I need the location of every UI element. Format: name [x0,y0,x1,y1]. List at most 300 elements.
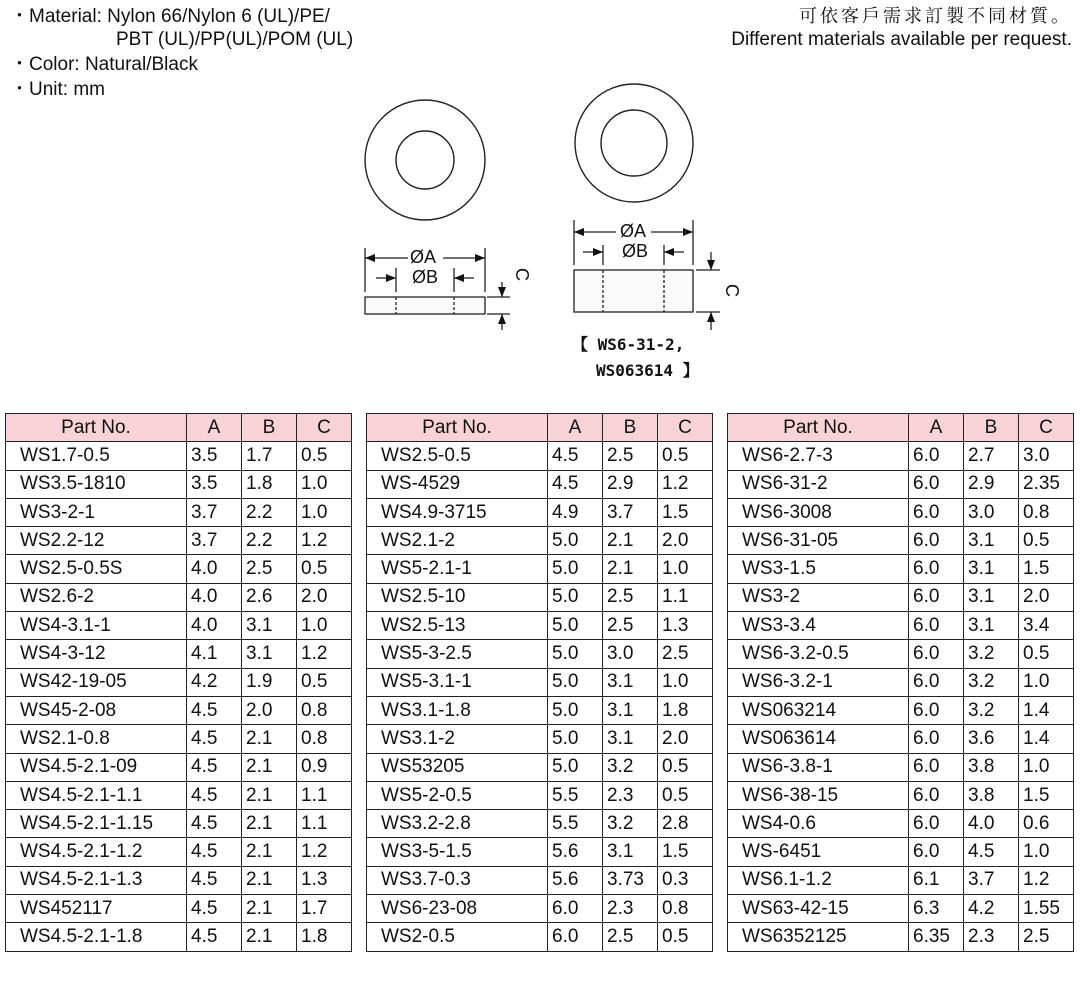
cell-dim-b: 2.3 [964,923,1019,951]
cell-dim-a: 6.0 [548,895,603,923]
cell-dim-c: 3.4 [1019,612,1074,640]
cell-dim-c: 1.0 [1019,753,1074,781]
cell-dim-a: 4.5 [548,442,603,470]
table-row [367,640,713,668]
cell-dim-b: 3.0 [603,640,658,668]
washer-top-view-large [575,84,693,202]
cell-dim-a: 3.5 [187,470,242,498]
cell-part-no: WS4.5-2.1-1.3 [6,866,187,894]
cell-dim-a: 5.0 [548,640,603,668]
table-row [367,895,713,923]
cell-part-no: WS42-19-05 [6,668,187,696]
label-c-large: C [722,284,742,297]
cell-part-no: WS6-3.8-1 [728,753,909,781]
cell-dim-b: 3.1 [603,838,658,866]
cell-dim-b: 3.1 [603,725,658,753]
table-row [728,838,1074,866]
cell-dim-c: 1.2 [297,527,352,555]
cell-dim-a: 6.0 [909,442,964,470]
table-row [367,696,713,724]
label-dia-b-small: ØB [412,267,439,287]
cell-dim-a: 6.0 [909,810,964,838]
cell-dim-b: 3.7 [964,866,1019,894]
cell-dim-b: 3.1 [964,555,1019,583]
washer-drawing [0,0,1080,400]
cell-dim-a: 4.0 [187,555,242,583]
cell-dim-a: 6.0 [909,612,964,640]
cell-part-no: WS5-3.1-1 [367,668,548,696]
cell-part-no: WS3-5-1.5 [367,838,548,866]
cell-dim-a: 4.1 [187,640,242,668]
table-row [728,810,1074,838]
cell-part-no: WS5-2-0.5 [367,781,548,809]
table-row [6,895,352,923]
cell-dim-c: 0.3 [658,866,713,894]
cell-dim-b: 4.2 [964,895,1019,923]
cell-part-no: WS2.1-0.8 [6,725,187,753]
cell-dim-b: 3.2 [603,810,658,838]
cell-dim-b: 3.1 [964,527,1019,555]
cell-dim-c: 2.5 [658,640,713,668]
table-row [367,668,713,696]
cell-dim-b: 2.1 [242,725,297,753]
cell-dim-c: 0.6 [1019,810,1074,838]
cell-part-no: WS6-3.2-0.5 [728,640,909,668]
cell-dim-c: 1.5 [658,838,713,866]
cell-dim-b: 2.2 [242,527,297,555]
cell-part-no: WS2-0.5 [367,923,548,951]
cell-dim-b: 4.5 [964,838,1019,866]
cell-dim-c: 1.5 [658,498,713,526]
label-dia-a-small: ØA [410,247,437,267]
cell-part-no: WS3.1-2 [367,725,548,753]
cell-dim-a: 4.5 [187,866,242,894]
cell-dim-c: 2.35 [1019,470,1074,498]
table-row [6,725,352,753]
table-row [367,923,713,951]
table-row [728,725,1074,753]
cell-dim-a: 4.5 [187,725,242,753]
cell-dim-a: 5.0 [548,583,603,611]
cell-dim-b: 3.73 [603,866,658,894]
cell-dim-a: 5.0 [548,555,603,583]
spec-color: ・Color: Natural/Black [10,54,198,75]
cell-dim-c: 1.2 [297,838,352,866]
cell-dim-c: 0.8 [658,895,713,923]
cell-dim-c: 1.5 [1019,781,1074,809]
header-dim-c: C [1019,414,1074,442]
cell-part-no: WS2.1-2 [367,527,548,555]
cell-dim-c: 0.9 [297,753,352,781]
cell-dim-a: 6.0 [909,640,964,668]
cell-part-no: WS3.2-2.8 [367,810,548,838]
table-row [6,498,352,526]
cell-dim-b: 3.1 [242,640,297,668]
cell-part-no: WS4.5-2.1-1.1 [6,781,187,809]
cell-part-no: WS6-3.2-1 [728,668,909,696]
cell-dim-a: 5.0 [548,527,603,555]
cell-dim-c: 1.7 [297,895,352,923]
cell-dim-a: 6.1 [909,866,964,894]
cell-part-no: WS4.5-2.1-1.8 [6,923,187,951]
cell-part-no: WS4.5-2.1-1.2 [6,838,187,866]
cell-part-no: WS2.5-0.5 [367,442,548,470]
cell-dim-b: 3.8 [964,781,1019,809]
header-part-no: Part No. [6,414,187,442]
cell-part-no: WS63-42-15 [728,895,909,923]
cell-part-no: WS4-0.6 [728,810,909,838]
cell-dim-a: 5.6 [548,838,603,866]
table-row [6,470,352,498]
cell-dim-b: 3.2 [964,668,1019,696]
table-row [6,527,352,555]
cell-dim-c: 2.0 [658,725,713,753]
cell-dim-c: 1.3 [297,866,352,894]
note-chinese: 可依客戶需求訂製不同材質。 [799,6,1072,27]
cell-dim-a: 4.2 [187,668,242,696]
header-dim-c: C [297,414,352,442]
cell-dim-b: 2.1 [242,923,297,951]
table-row [367,866,713,894]
table-row [6,866,352,894]
cell-dim-a: 6.0 [909,725,964,753]
washer-top-view-small [365,100,485,220]
cell-dim-b: 1.9 [242,668,297,696]
cell-dim-a: 5.0 [548,725,603,753]
table-header-row [367,414,713,442]
cell-dim-b: 3.2 [964,696,1019,724]
cell-dim-a: 6.0 [909,781,964,809]
cell-dim-a: 5.0 [548,753,603,781]
label-c-small: C [512,268,532,281]
cell-part-no: WS6352125 [728,923,909,951]
cell-dim-b: 3.1 [603,696,658,724]
table-row [6,838,352,866]
cell-dim-c: 0.8 [1019,498,1074,526]
cell-dim-c: 1.0 [658,668,713,696]
cell-dim-b: 2.6 [242,583,297,611]
table-row [728,442,1074,470]
cell-dim-a: 6.3 [909,895,964,923]
table-row [6,753,352,781]
header-part-no: Part No. [728,414,909,442]
cell-dim-a: 4.5 [548,470,603,498]
cell-part-no: WS2.5-10 [367,583,548,611]
cell-dim-c: 1.8 [297,923,352,951]
cell-dim-c: 1.3 [658,612,713,640]
cell-dim-b: 3.1 [242,612,297,640]
table-row [728,527,1074,555]
cell-dim-a: 4.0 [187,612,242,640]
cell-dim-a: 5.5 [548,781,603,809]
cell-dim-c: 2.5 [1019,923,1074,951]
cell-dim-a: 3.7 [187,498,242,526]
cell-dim-b: 2.1 [242,810,297,838]
table-row [728,923,1074,951]
cell-part-no: WS063214 [728,696,909,724]
table-row [728,583,1074,611]
cell-dim-c: 1.0 [297,470,352,498]
cell-dim-a: 5.5 [548,810,603,838]
cell-dim-b: 3.1 [964,612,1019,640]
table-row [6,612,352,640]
cell-dim-c: 1.0 [297,498,352,526]
cell-part-no: WS6-2.7-3 [728,442,909,470]
cell-dim-b: 2.3 [603,895,658,923]
cell-dim-a: 4.0 [187,583,242,611]
cell-dim-a: 4.9 [548,498,603,526]
cell-part-no: WS2.5-0.5S [6,555,187,583]
cell-dim-c: 1.8 [658,696,713,724]
cell-part-no: WS5-2.1-1 [367,555,548,583]
cell-part-no: WS3-1.5 [728,555,909,583]
cell-dim-a: 6.0 [909,838,964,866]
cell-dim-c: 0.5 [658,753,713,781]
washer-side-view-small [365,248,510,330]
cell-dim-b: 2.5 [242,555,297,583]
table-row [6,668,352,696]
cell-dim-c: 1.0 [297,612,352,640]
cell-dim-b: 3.0 [964,498,1019,526]
cell-part-no: WS-6451 [728,838,909,866]
drawing-caption-line2: WS063614 】 [596,361,699,380]
table-row [367,612,713,640]
cell-dim-c: 0.8 [297,696,352,724]
cell-part-no: WS4-3.1-1 [6,612,187,640]
cell-dim-c: 2.0 [297,583,352,611]
table-row [6,583,352,611]
cell-dim-a: 6.0 [909,470,964,498]
cell-dim-b: 2.5 [603,923,658,951]
table-row [367,470,713,498]
cell-part-no: WS2.5-13 [367,612,548,640]
table-row [728,470,1074,498]
cell-dim-b: 3.1 [964,583,1019,611]
table-row [6,781,352,809]
spec-material-line2: PBT (UL)/PP(UL)/POM (UL) [116,29,354,50]
header-part-no: Part No. [367,414,548,442]
table-row [728,753,1074,781]
cell-dim-b: 2.5 [603,442,658,470]
cell-part-no: WS4.9-3715 [367,498,548,526]
cell-dim-c: 1.0 [1019,838,1074,866]
cell-dim-b: 2.5 [603,583,658,611]
cell-dim-b: 4.0 [964,810,1019,838]
header-dim-a: A [187,414,242,442]
cell-dim-c: 2.8 [658,810,713,838]
cell-dim-c: 1.0 [1019,668,1074,696]
table-row [728,498,1074,526]
table-row [367,583,713,611]
cell-dim-c: 1.2 [658,470,713,498]
cell-dim-c: 0.5 [297,668,352,696]
cell-dim-a: 4.5 [187,781,242,809]
table-row [367,555,713,583]
parts-table-1 [5,413,352,952]
washer-side-view-large [574,220,720,330]
cell-dim-b: 2.9 [603,470,658,498]
header-dim-b: B [242,414,297,442]
cell-dim-b: 2.3 [603,781,658,809]
cell-part-no: WS6-31-05 [728,527,909,555]
table-row [728,895,1074,923]
cell-dim-a: 5.6 [548,866,603,894]
parts-table-3 [727,413,1074,952]
cell-dim-c: 1.4 [1019,696,1074,724]
cell-dim-b: 2.5 [603,612,658,640]
cell-dim-a: 6.0 [909,555,964,583]
cell-dim-a: 6.0 [909,583,964,611]
cell-dim-c: 2.0 [658,527,713,555]
cell-dim-b: 2.2 [242,498,297,526]
cell-dim-a: 5.0 [548,668,603,696]
cell-dim-c: 1.4 [1019,725,1074,753]
cell-dim-b: 2.1 [242,838,297,866]
cell-dim-a: 5.0 [548,696,603,724]
cell-dim-a: 6.0 [909,668,964,696]
cell-part-no: WS6-31-2 [728,470,909,498]
cell-dim-c: 0.8 [297,725,352,753]
cell-part-no: WS-4529 [367,470,548,498]
header-dim-a: A [909,414,964,442]
table-row [6,555,352,583]
cell-dim-c: 0.5 [658,923,713,951]
cell-dim-c: 1.1 [297,781,352,809]
cell-dim-a: 3.7 [187,527,242,555]
cell-dim-b: 3.6 [964,725,1019,753]
header-dim-b: B [964,414,1019,442]
table-row [367,527,713,555]
cell-dim-c: 0.5 [1019,640,1074,668]
cell-dim-a: 6.0 [909,498,964,526]
cell-dim-b: 2.1 [242,895,297,923]
cell-dim-a: 4.5 [187,810,242,838]
table-row [728,696,1074,724]
cell-part-no: WS1.7-0.5 [6,442,187,470]
cell-dim-b: 2.0 [242,696,297,724]
table-row [367,442,713,470]
cell-part-no: WS063614 [728,725,909,753]
cell-part-no: WS2.6-2 [6,583,187,611]
cell-dim-c: 1.5 [1019,555,1074,583]
header-dim-a: A [548,414,603,442]
table-row [367,838,713,866]
cell-dim-a: 6.0 [909,753,964,781]
table-row [6,923,352,951]
table-row [6,696,352,724]
cell-dim-b: 2.9 [964,470,1019,498]
cell-dim-c: 1.2 [297,640,352,668]
cell-part-no: WS45-2-08 [6,696,187,724]
table-row [728,612,1074,640]
table-row [367,498,713,526]
table-row [728,866,1074,894]
drawing-caption-line1: 【 WS6-31-2, [572,335,685,354]
cell-part-no: WS6-3008 [728,498,909,526]
cell-part-no: WS3-2-1 [6,498,187,526]
cell-part-no: WS4.5-2.1-1.15 [6,810,187,838]
cell-part-no: WS4.5-2.1-09 [6,753,187,781]
cell-dim-a: 3.5 [187,442,242,470]
label-dia-b-large: ØB [622,241,649,261]
cell-part-no: WS5-3-2.5 [367,640,548,668]
cell-dim-b: 1.8 [242,470,297,498]
table-row [728,668,1074,696]
cell-dim-c: 0.5 [658,442,713,470]
cell-dim-a: 6.35 [909,923,964,951]
cell-dim-b: 2.1 [242,866,297,894]
spec-material-line1: ・Material: Nylon 66/Nylon 6 (UL)/PE/ [10,6,330,27]
cell-dim-c: 3.0 [1019,442,1074,470]
cell-dim-c: 1.1 [297,810,352,838]
cell-part-no: WS3.1-1.8 [367,696,548,724]
cell-part-no: WS2.2-12 [6,527,187,555]
cell-dim-b: 2.1 [242,781,297,809]
parts-table-2 [366,413,713,952]
cell-dim-c: 1.55 [1019,895,1074,923]
cell-dim-b: 3.8 [964,753,1019,781]
cell-part-no: WS3.5-1810 [6,470,187,498]
cell-dim-a: 6.0 [548,923,603,951]
cell-dim-a: 4.5 [187,923,242,951]
table-row [6,640,352,668]
cell-dim-b: 3.2 [964,640,1019,668]
cell-dim-b: 2.1 [242,753,297,781]
cell-part-no: WS6-23-08 [367,895,548,923]
cell-dim-a: 4.5 [187,696,242,724]
cell-part-no: WS3.7-0.3 [367,866,548,894]
cell-dim-a: 5.0 [548,612,603,640]
cell-part-no: WS452117 [6,895,187,923]
table-header-row [728,414,1074,442]
cell-dim-c: 1.1 [658,583,713,611]
cell-dim-b: 2.7 [964,442,1019,470]
header-dim-b: B [603,414,658,442]
cell-part-no: WS3-3.4 [728,612,909,640]
label-dia-a-large: ØA [620,221,647,241]
cell-dim-a: 4.5 [187,838,242,866]
cell-part-no: WS6-38-15 [728,781,909,809]
cell-dim-c: 0.5 [658,781,713,809]
table-row [367,725,713,753]
table-row [367,810,713,838]
table-row [6,810,352,838]
table-row [728,555,1074,583]
cell-dim-c: 0.5 [297,555,352,583]
cell-part-no: WS3-2 [728,583,909,611]
note-english: Different materials available per request. [731,29,1072,50]
cell-dim-b: 3.7 [603,498,658,526]
cell-dim-c: 1.0 [658,555,713,583]
table-row [367,781,713,809]
cell-dim-c: 1.2 [1019,866,1074,894]
cell-dim-b: 3.2 [603,753,658,781]
cell-dim-a: 6.0 [909,527,964,555]
table-row [367,753,713,781]
cell-dim-b: 2.1 [603,555,658,583]
cell-dim-b: 2.1 [603,527,658,555]
cell-dim-b: 1.7 [242,442,297,470]
cell-part-no: WS6.1-1.2 [728,866,909,894]
cell-dim-c: 2.0 [1019,583,1074,611]
cell-dim-b: 3.1 [603,668,658,696]
cell-part-no: WS4-3-12 [6,640,187,668]
table-row [728,640,1074,668]
cell-dim-c: 0.5 [297,442,352,470]
table-header-row [6,414,352,442]
cell-dim-a: 6.0 [909,696,964,724]
header-dim-c: C [658,414,713,442]
